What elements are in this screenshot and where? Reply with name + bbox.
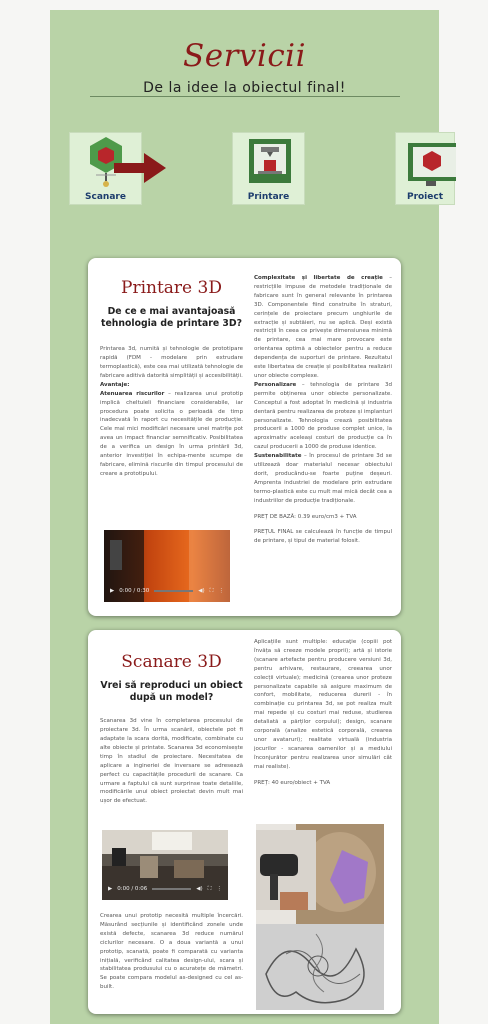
video-progress[interactable] (152, 888, 191, 890)
step-printare[interactable] (232, 132, 305, 205)
scanare-video[interactable] (102, 830, 228, 900)
printare-video[interactable] (104, 530, 230, 602)
scanare-card (88, 630, 401, 1014)
advantage-complexity: Complexitate și libertate de creație – restricțiile impuse de metodele tradiționale de fabricare sunt în general relevante în printarea 3D. Componentele fiind construite în straturi, cerințele de proiectare precum unghiurile de extracție și subtăieri, nu se aplică. Deși există restricții în ceea ce privește dimensiunea minimă de printare, cea mai mare provocare este orientarea optimă a obiectelor pentru a reduce dependența de suporturi de printare. Rezultatul este libertatea de creație și posibilitatea realizării unor obiecte complexe. (254, 275, 392, 379)
video-time: 0:00 / 0:06 (117, 886, 148, 892)
fullscreen-icon[interactable]: ⛶ (207, 885, 212, 892)
printare-card (88, 258, 401, 616)
step-label: Printare (247, 192, 290, 202)
video-time: 0:00 / 0:30 (119, 588, 150, 594)
volume-icon[interactable]: ◀) (198, 588, 205, 594)
card-title: Printare 3D (121, 278, 222, 298)
fullscreen-icon[interactable]: ⛶ (209, 587, 214, 594)
subtitle-divider (90, 96, 400, 97)
advantages-heading: Avantaje: (100, 381, 130, 388)
step-label: Scanare (85, 192, 126, 202)
play-icon[interactable]: ▶ (108, 886, 113, 892)
volume-icon[interactable]: ◀) (196, 886, 203, 892)
step-label: Proiect (406, 192, 444, 202)
video-controls (108, 884, 222, 894)
advantage-risk: Atenuarea riscurilor – realizarea unui prototip implică cheltuieli financiare considerabile, iar procedura poate solicita o perioadă de timp inadecvată în raport cu necesitățile de producție. Cele mai mici modificări necesare unei matrițe pot avea un impact financiar semnificativ. Posibilitatea de a verifica un design în urma printării 3d, anterior investiției în echipa-mente scumpe de fabricare, elimină riscurile din timpul procesului de creare a prototipului. (100, 390, 243, 477)
card-title: Scanare 3D (121, 652, 222, 672)
scanned-relief-image (256, 824, 384, 1010)
video-progress[interactable] (154, 590, 193, 592)
card-question: Vrei să reproduci un obiect după un model? (100, 680, 243, 703)
price-text: PREȚ DE BAZĂ: 0.39 euro/cm3 + TVA (254, 513, 357, 520)
play-icon[interactable]: ▶ (110, 588, 115, 594)
price-text: PREȚ: 40 euro/obiect + TVA (254, 779, 331, 786)
monitor-icon (396, 133, 456, 193)
advantage-personal: Personalizare – tehnologia de printare 3d permite obținerea unor obiecte personalizate. Conceptul a fost adoptat în medicină și industria dentară pentru realizarea de proteze și implanturi personalizate. Tehnologia crează posibilitatea producerii a 1000 de produse complet unice, la aproximativ aceleași costuri de producție ca în cazul producerii a 1000 de produse identice. (254, 381, 392, 451)
scanning-photo (256, 824, 384, 1010)
advantage-sustain: Sustenabilitate – în procesul de printare 3d se utilizează doar materialul necesar obiectului dorit, producându-se foarte puține deșeuri. Amprenta industriei de modelare prin extrudare termo-plastică este cu mult mai mică decât cea a industriilor de producție tradiționale. (254, 453, 392, 504)
outro-text: Crearea unui prototip necesită multiple încercări. Măsurând secțiunile și identificând zonele unde există defecte, scanarea 3d reduce numărul ciclurilor necesare. O a doua variantă a unui prototip, scanată, poate fi comparată cu varianta inițială, verificând calitatea design-ului, scara și stabilitatea produsului cu o acuratețe de mămetri. Se poate compara modelul as-designed cu cel as-built. (100, 913, 243, 991)
printer-3d-icon (233, 133, 306, 193)
price-note: PREȚUL FINAL se calculează în funcție de timpul de printare, și tipul de material folosit. (254, 529, 392, 545)
more-icon[interactable]: ⋮ (218, 588, 224, 594)
video-controls (110, 586, 224, 596)
page-subtitle: De la idee la obiectul final! (143, 80, 346, 96)
more-icon[interactable]: ⋮ (216, 886, 222, 892)
step-proiect[interactable] (395, 132, 455, 205)
card-question: De ce e mai avantajoasă tehnologia de printare 3D? (101, 306, 242, 329)
intro-text: Printarea 3d, numită și tehnologie de prototipare rapidă (FDM - modelare prin extrudare termoplastică), este cea mai utilizată tehnologie de fabricare aditivă datorită simplității și accesibilității. (100, 346, 243, 379)
applications-text: Aplicațiile sunt multiple: educaţie (copiii pot învăța să creeze modele proprii); artă și istorie (scanare artefacte pentru producere versiuni 3d, pentru arhivare, restaurare, creearea unor colecții virtuale); medicină (crearea unor proteze personalizate capabile să asigure maximum de confort, mobilitate, reducerea durerii - în combinație cu printarea 3d, se pot realiza mult mai repede și cu costuri mai reduse, studierea detaliată a părților corpului); design, scanare corporală (analize estetică corporală, crearea unor avataruri); realitate virtuală (industria jocurilor - scanarea oamenilor și a mediului înconjurător pentru realizarea unor simulări cât mai realiste). (254, 639, 392, 770)
page-title: Servicii (182, 38, 307, 74)
intro-text: Scanarea 3d vine în completarea procesului de proiectare 3d. În urma scanării, obiectele pot fi adaptate la scara dorită, modificate, combinate cu alte obiecte și printate. Scanarea 3d economisește timp în stadiul de proiectare. Necesitatea de aplicare a ingineriei de inversare se adresează perfect cu capacitățile procedurii de scanare. Ca urmare a faptului că sunt surprinse toate detaliile, modificările unui obiect proiectat devin mult mai ușor de efectuat. (100, 718, 243, 805)
arrow-right-icon (114, 150, 166, 186)
